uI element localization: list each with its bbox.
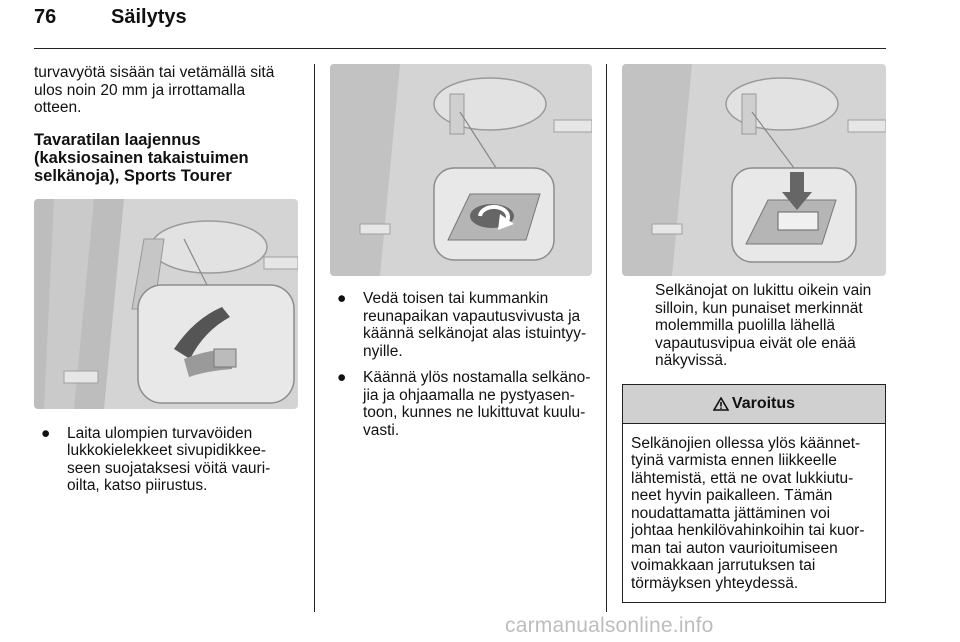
column-1 [34, 64, 300, 504]
page-header [34, 2, 886, 49]
text-line: seen suojataksesi vöitä vauri- [67, 459, 271, 477]
watermark: carmanualsonline.info [505, 614, 714, 637]
lock-info-paragraph [622, 282, 886, 370]
text-line: Laita ulompien turvavöiden [67, 424, 253, 442]
bullet-list [330, 290, 592, 439]
text-line: lähtemistä, että ne ovat lukkiutu- [631, 469, 854, 487]
text-line: molemmilla puolilla lähellä [655, 317, 836, 334]
heading-line: Tavaratilan laajennus [34, 130, 201, 149]
text-line: turvavyötä sisään tai vetämällä sitä [34, 64, 275, 81]
warning-body [623, 424, 885, 603]
list-item [330, 290, 592, 360]
bullet-icon: ● [337, 290, 347, 307]
warning-title: Varoitus [731, 394, 796, 412]
bullet-icon: ● [41, 424, 51, 442]
text-line: voimakkaan jarrutuksen tai [631, 557, 816, 574]
text-line: jia ja ohjaamalla ne pystyasen- [363, 386, 575, 404]
text-line: neet hyvin paikalleen. Tämän [631, 487, 833, 504]
text-line: Selkänojat on lukittu oikein vain [655, 282, 872, 299]
text-line: silloin, kun punaiset merkinnät [655, 299, 863, 317]
text-line: vapautusvipua eivät ole enää [655, 334, 856, 352]
list-item [330, 369, 592, 439]
section-title: Säilytys [111, 6, 187, 28]
intro-paragraph [34, 64, 300, 117]
text-line: käännä selkänojat alas istuintyy- [363, 325, 587, 342]
heading-line: (kaksiosainen takaistuimen [34, 148, 249, 167]
column-divider [314, 64, 315, 612]
text-line: Vedä toisen tai kummankin [363, 290, 549, 307]
column-divider [606, 64, 607, 612]
text-line: reunapaikan vapautusvivusta ja [363, 307, 581, 325]
bullet-list [34, 425, 300, 495]
warning-triangle-icon [713, 397, 729, 411]
text-line: vasti. [363, 421, 400, 439]
release-lever-illustration [330, 64, 592, 276]
list-item [34, 425, 300, 495]
text-line: oilta, katso piirustus. [67, 477, 208, 494]
text-line: törmäyksen yhteydessä. [631, 574, 799, 592]
warning-header [623, 385, 885, 424]
text-line: Selkänojien ollessa ylös käännet- [631, 434, 861, 452]
text-line: lukkokielekkeet sivupidikkee- [67, 442, 267, 459]
text-line: johtaa henkilövahinkoihin tai kuor- [631, 522, 865, 539]
column-3 [622, 64, 886, 603]
bullet-icon: ● [337, 369, 347, 386]
text-line: Käännä ylös nostamalla selkäno- [363, 369, 591, 386]
section-heading [34, 131, 300, 185]
text-line: otteen. [34, 99, 82, 116]
text-line: näkyvissä. [655, 352, 728, 369]
text-line: nyille. [363, 342, 403, 360]
heading-line: selkänoja), Sports Tourer [34, 166, 232, 185]
seatbelt-holder-illustration [34, 199, 298, 409]
text-line: ulos noin 20 mm ja irrottamalla [34, 81, 246, 99]
text-line: toon, kunnes ne lukittuvat kuulu- [363, 404, 586, 421]
lock-indicator-illustration [622, 64, 886, 276]
text-line: noudattamatta jättäminen voi [631, 504, 831, 522]
column-2 [330, 64, 592, 448]
text-line: tyinä varmista ennen liikkeelle [631, 452, 837, 469]
page-number: 76 [34, 6, 57, 28]
text-line: man tai auton vaurioitumiseen [631, 539, 838, 557]
warning-box [622, 384, 886, 604]
